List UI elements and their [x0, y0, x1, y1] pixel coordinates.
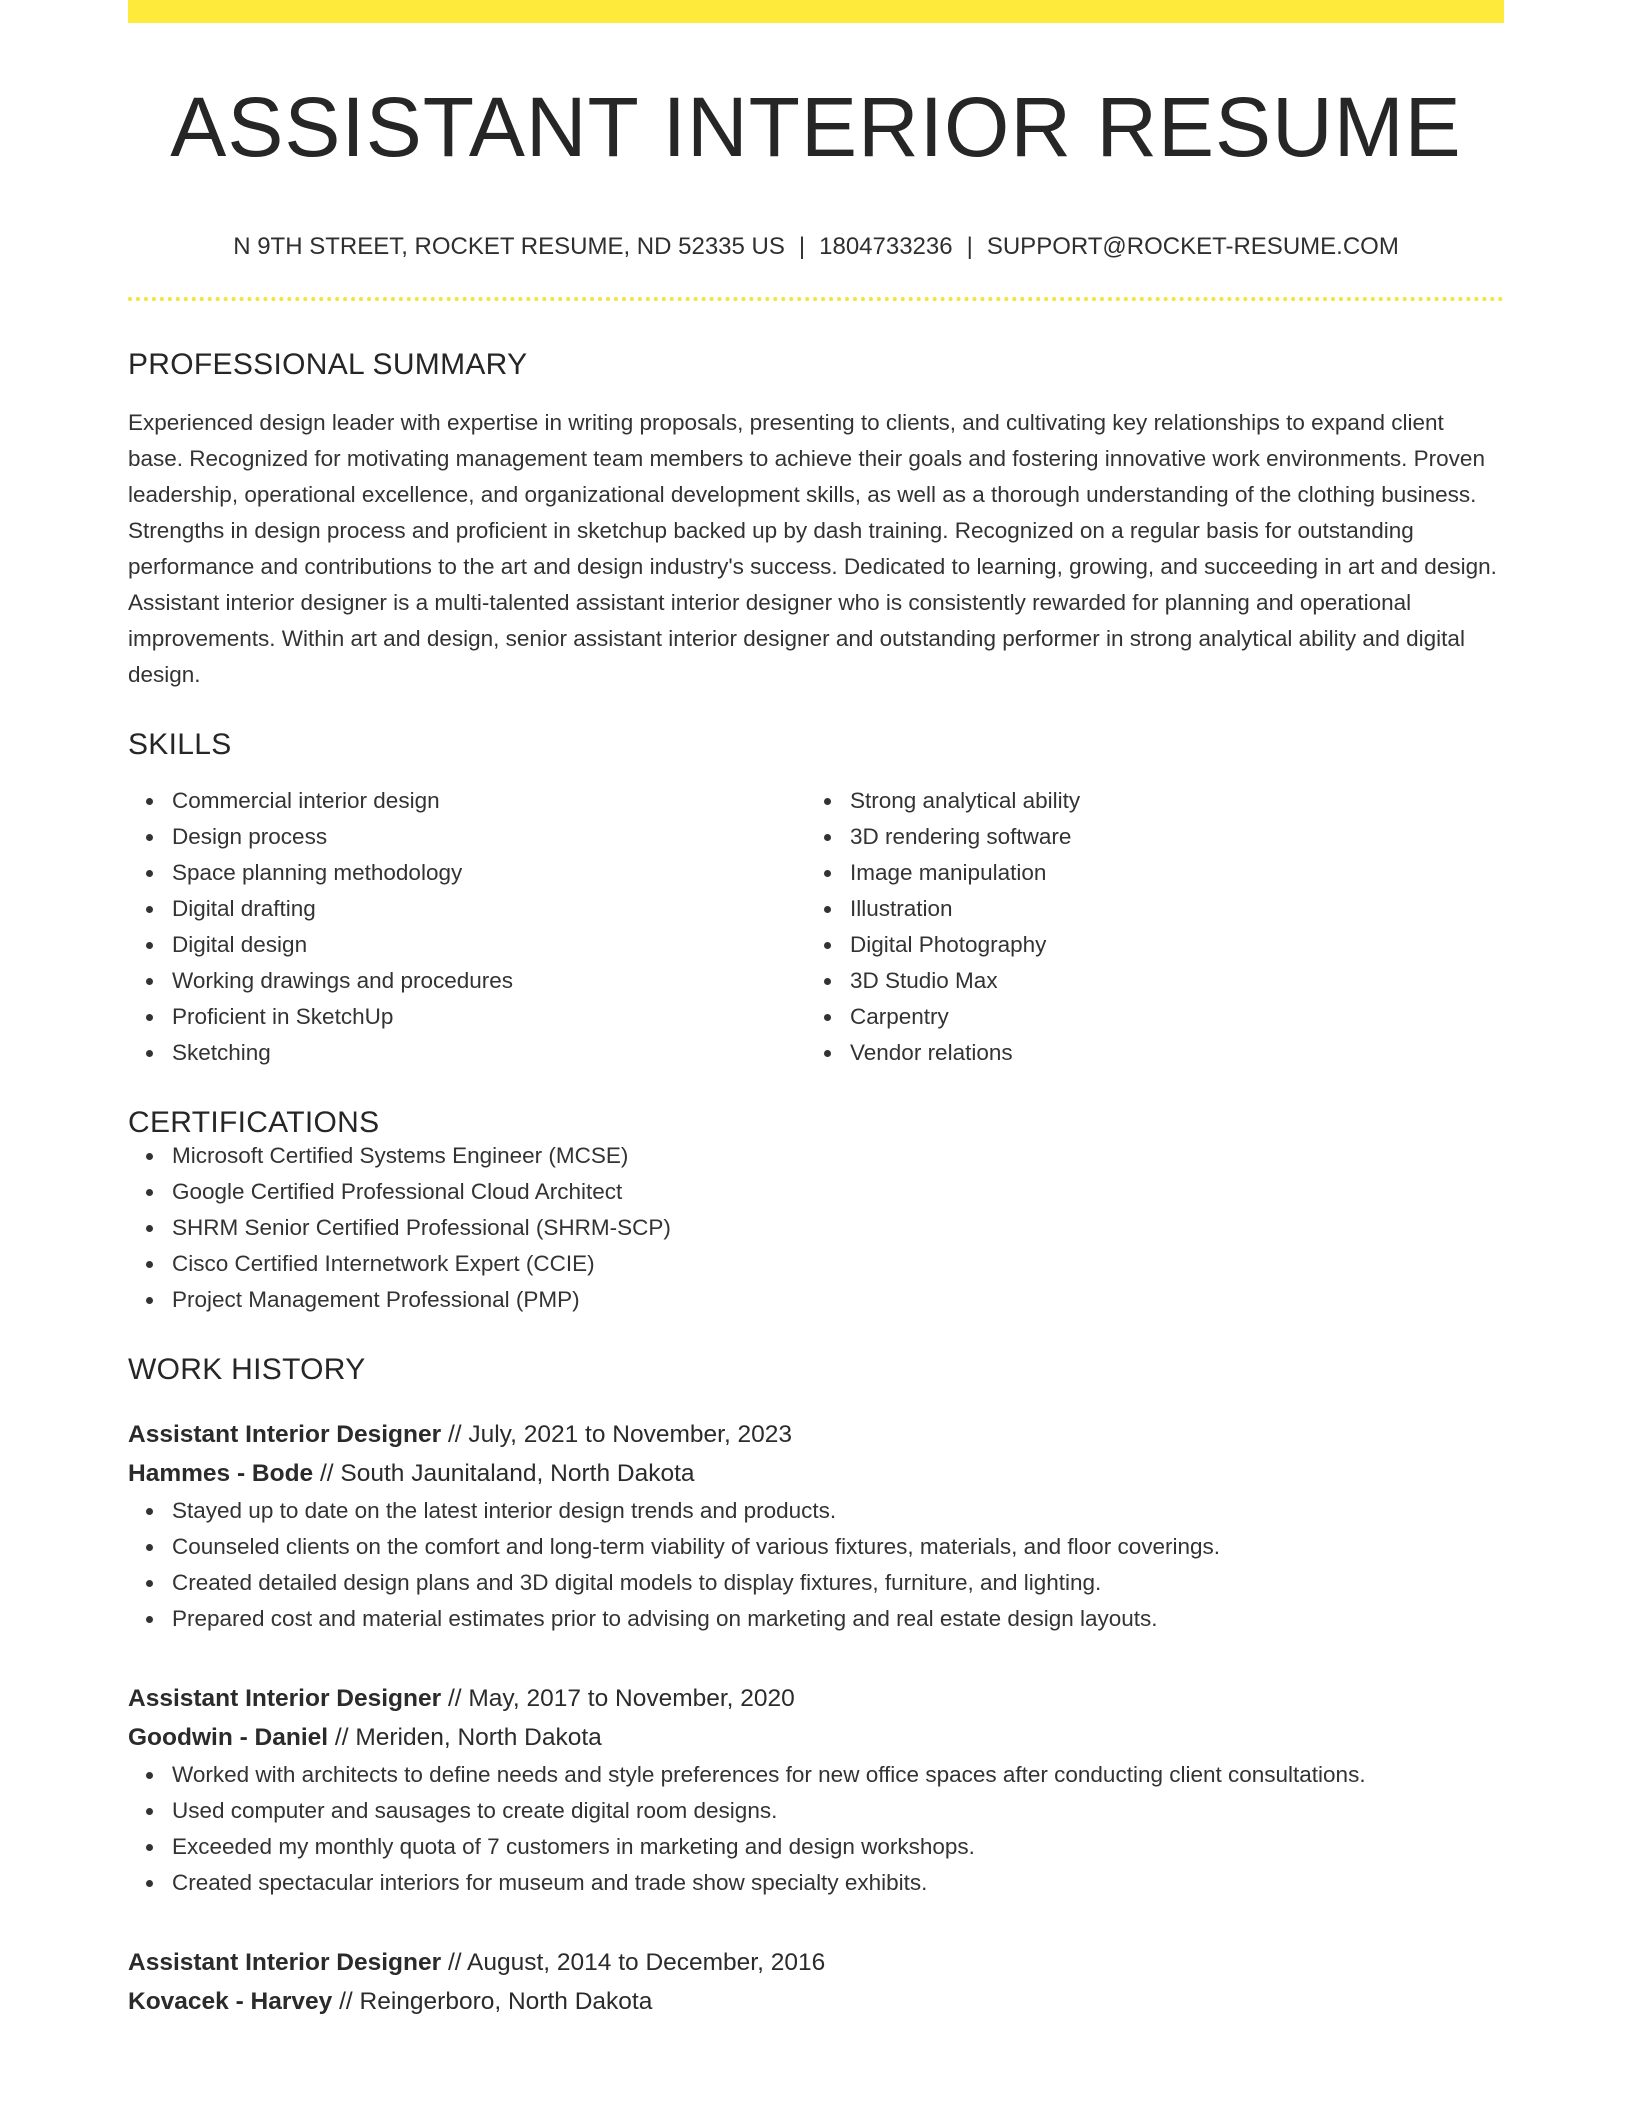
skill-item: Digital drafting: [172, 891, 806, 927]
skills-left-column: [128, 783, 806, 1071]
job-company-line: [128, 1982, 1504, 2021]
certification-item: SHRM Senior Certified Professional (SHRM-SCP): [172, 1210, 1504, 1246]
job-entry: [128, 1415, 1504, 1637]
summary-text: Experienced design leader with expertise in writing proposals, presenting to clients, and cultivating key relationships to expand client base. Recognized for motivating management team members to achieve their goals and fostering innovative work environments. Proven leadership, operational excellence, and organizational development skills, as well as a thorough understanding of the clothing business. Strengths in design process and proficient in sketchup backed up by dash training. Recognized on a regular basis for outstanding performance and contributions to the art and design industry's success. Dedicated to learning, growing, and succeeding in art and design. Assistant interior designer is a multi-talented assistant interior designer who is consistently rewarded for planning and operational improvements. Within art and design, senior assistant interior designer and outstanding performer in strong analytical ability and digital design.: [128, 410, 1497, 687]
resume-page: [128, 0, 1504, 2021]
contact-email: SUPPORT@ROCKET-RESUME.COM: [986, 233, 1399, 260]
contact-separator: |: [966, 233, 973, 260]
job-role: Assistant Interior Designer: [128, 1949, 442, 1976]
job-location: // South Jaunitaland, North Dakota: [313, 1460, 695, 1487]
certification-item: Project Management Professional (PMP): [172, 1282, 1504, 1318]
job-dates: // July, 2021 to November, 2023: [441, 1421, 793, 1448]
job-bullet: Counseled clients on the comfort and long-term viability of various fixtures, materials, and floor coverings.: [172, 1529, 1504, 1565]
skills-columns: [128, 783, 1504, 1071]
job-bullet: Created spectacular interiors for museum and trade show specialty exhibits.: [172, 1865, 1504, 1901]
skill-item: Digital Photography: [850, 927, 1484, 963]
skill-item: Design process: [172, 819, 806, 855]
contact-address: N 9TH STREET, ROCKET RESUME, ND 52335 US: [233, 233, 785, 260]
contact-phone: 1804733236: [819, 233, 953, 260]
job-company: Kovacek - Harvey: [128, 1988, 333, 2015]
skill-item: Image manipulation: [850, 855, 1484, 891]
job-bullet: Used computer and sausages to create digital room designs.: [172, 1793, 1504, 1829]
skill-item: Illustration: [850, 891, 1484, 927]
skill-item: Proficient in SketchUp: [172, 999, 806, 1035]
skill-item: Digital design: [172, 927, 806, 963]
skill-item: 3D Studio Max: [850, 963, 1484, 999]
skills-right-list: [806, 783, 1484, 1071]
contact-separator: |: [798, 233, 806, 260]
accent-bar: [128, 0, 1504, 23]
header-divider: [128, 297, 1504, 301]
job-entry: [128, 1943, 1504, 2021]
summary-heading: PROFESSIONAL SUMMARY: [128, 348, 528, 381]
job-dates: // August, 2014 to December, 2016: [441, 1949, 826, 1976]
certification-item: Microsoft Certified Systems Engineer (MCSE): [172, 1138, 1504, 1174]
skills-heading: SKILLS: [128, 728, 232, 761]
skills-left-list: [128, 783, 806, 1071]
job-bullets: [128, 1757, 1504, 1901]
skill-item: Strong analytical ability: [850, 783, 1484, 819]
job-entry: [128, 1679, 1504, 1901]
job-title-line: [128, 1679, 1504, 1718]
contact-line: [128, 235, 1504, 259]
job-title-line: [128, 1415, 1504, 1454]
certifications-heading: CERTIFICATIONS: [128, 1106, 380, 1139]
job-company-line: [128, 1454, 1504, 1493]
job-company-line: [128, 1718, 1504, 1757]
certification-item: Google Certified Professional Cloud Architect: [172, 1174, 1504, 1210]
job-role: Assistant Interior Designer: [128, 1421, 442, 1448]
skill-item: Sketching: [172, 1035, 806, 1071]
job-company: Goodwin - Daniel: [128, 1724, 329, 1751]
resume-title: ASSISTANT INTERIOR RESUME: [170, 80, 1462, 174]
skills-right-column: [806, 783, 1484, 1071]
job-bullet: Stayed up to date on the latest interior design trends and products.: [172, 1493, 1504, 1529]
job-bullet: Exceeded my monthly quota of 7 customers in marketing and design workshops.: [172, 1829, 1504, 1865]
job-bullets: [128, 1493, 1504, 1637]
certifications-list: [128, 1138, 1504, 1318]
job-bullet: Created detailed design plans and 3D digital models to display fixtures, furniture, and lighting.: [172, 1565, 1504, 1601]
job-title-line: [128, 1943, 1504, 1982]
job-location: // Reingerboro, North Dakota: [332, 1988, 653, 2015]
job-dates: // May, 2017 to November, 2020: [441, 1685, 795, 1712]
job-role: Assistant Interior Designer: [128, 1685, 442, 1712]
skill-item: 3D rendering software: [850, 819, 1484, 855]
skill-item: Vendor relations: [850, 1035, 1484, 1071]
skill-item: Space planning methodology: [172, 855, 806, 891]
skill-item: Carpentry: [850, 999, 1484, 1035]
skill-item: Commercial interior design: [172, 783, 806, 819]
job-bullet: Prepared cost and material estimates prior to advising on marketing and real estate design layouts.: [172, 1601, 1504, 1637]
skill-item: Working drawings and procedures: [172, 963, 806, 999]
job-company: Hammes - Bode: [128, 1460, 314, 1487]
certification-item: Cisco Certified Internetwork Expert (CCIE): [172, 1246, 1504, 1282]
job-bullet: Worked with architects to define needs and style preferences for new office spaces after conducting client consultations.: [172, 1757, 1504, 1793]
job-location: // Meriden, North Dakota: [328, 1724, 602, 1751]
work-history-heading: WORK HISTORY: [128, 1353, 366, 1386]
